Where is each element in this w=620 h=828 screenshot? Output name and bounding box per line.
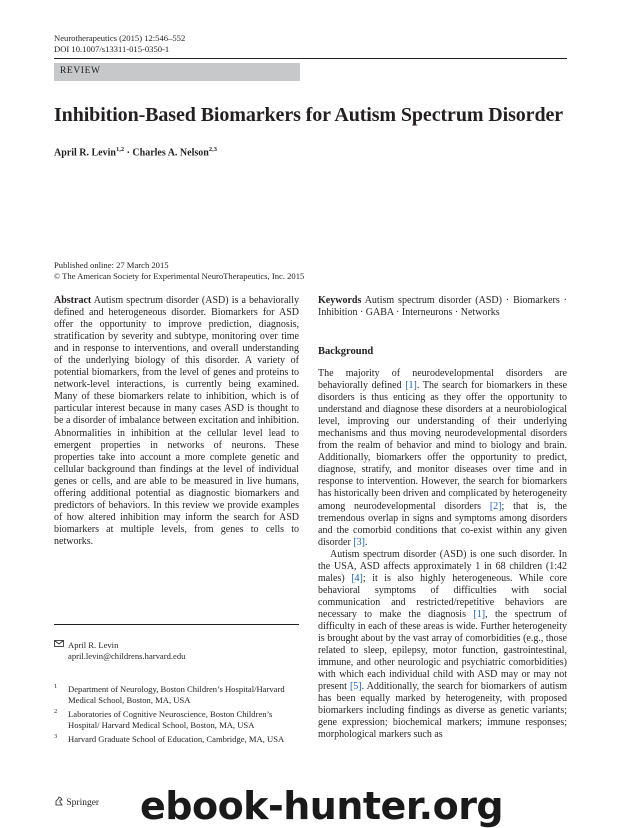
author-name[interactable]: Charles A. Nelson (132, 147, 209, 159)
copyright-text: The American Society for Experimental NeuroTherapeutics, Inc. 2015 (62, 271, 305, 281)
abstract-label: Abstract (54, 295, 92, 306)
header-rule (54, 58, 567, 59)
journal-citation: Neurotherapeutics (2015) 12:546–552 (54, 33, 186, 43)
abstract (54, 295, 299, 548)
citation-link[interactable]: [4] (351, 572, 363, 584)
section-label-bar (54, 63, 300, 81)
affiliation-text: Harvard Graduate School of Education, Cambridge, MA, USA (68, 734, 285, 744)
contact-name: April R. Levin (68, 640, 119, 650)
copyright-line (54, 271, 304, 282)
paragraph-text: . (364, 536, 368, 548)
background-paragraph (318, 368, 567, 549)
watermark: ebook-hunter.org (140, 784, 504, 828)
copyright-icon: © (54, 272, 61, 281)
citation-link[interactable]: [5] (349, 681, 362, 693)
author-separator: · (124, 147, 133, 159)
envelope-icon (54, 640, 64, 647)
author-line (54, 146, 217, 158)
keywords-text: Autism spectrum disorder (ASD) · Biomarkers · Inhibition · GABA · Interneurons · Networks (318, 295, 567, 319)
paragraph-text: Autism spectrum disorder (ASD) is one such disorder. In the USA, ASD affects approximately 1 in 68 children (1:42 males) (318, 548, 567, 584)
publisher-name: Springer (66, 798, 100, 808)
paragraph-text: The majority of neurodevelopmental disorders are behaviorally defined (318, 368, 567, 392)
doi: DOI 10.1007/s13311-015-0350-1 (54, 44, 170, 54)
journal-header (54, 33, 185, 55)
background-body (318, 368, 567, 741)
keywords-label: Keywords (318, 295, 362, 306)
affiliation-number: 3 (54, 733, 58, 740)
article-title: Inhibition-Based Biomarkers for Autism Spectrum Disorder (54, 104, 564, 126)
author-affiliation-marker: 1,2 (115, 146, 125, 153)
affiliation-text: Laboratories of Cognitive Neuroscience, Boston Children’s Hospital/ Harvard Medical School, Boston, MA, USA (68, 709, 273, 730)
citation-link[interactable]: [3] (353, 536, 365, 548)
springer-horse-icon (54, 796, 64, 806)
citation-link[interactable]: [1] (473, 608, 486, 620)
publication-info (54, 260, 304, 282)
keywords (318, 295, 567, 319)
affiliation-text: Department of Neurology, Boston Children’s Hospital/Harvard Medical School, Boston, MA, USA (68, 684, 285, 705)
footnote-separator (54, 624, 299, 625)
citation-link[interactable]: [2] (489, 500, 502, 512)
contact-email[interactable]: april.levin@childrens.harvard.edu (68, 651, 186, 661)
background-paragraph (318, 549, 567, 742)
citation-link[interactable]: [1] (405, 380, 417, 392)
paragraph-text: ; that is, the tremendous overlap in signs and symptoms among disorders and the comorbid conditions that co-exist within any given disorder (318, 500, 567, 548)
publisher-logo (54, 796, 99, 808)
background-heading: Background (318, 346, 374, 357)
author-affiliation-marker: 2,3 (208, 146, 217, 153)
paragraph-text: . Additionally, the search for biomarkers of autism has been equally marked by heterogeneity, with proposed biomarkers including findings as diverse as genetic variants; gene expression; biochemical markers; immune responses; morphological markers such as (318, 681, 567, 741)
published-date: Published online: 27 March 2015 (54, 260, 169, 270)
section-label: REVIEW (60, 66, 101, 76)
affiliation-number: 2 (54, 708, 58, 715)
affiliation-number: 1 (54, 683, 58, 690)
paragraph-text: ; it is also highly heterogeneous. While core behavioral symptoms of difficulties with social communication and restricted/repetitive behaviors are necessary to make the diagnosis (318, 572, 568, 620)
paragraph-text: . The search for biomarkers in these disorders is thus enticing as they offer the opportunity to understand and diagnose these disorders at a neurobiological level, improving our understanding of their underlying mechanisms and thus moving neurodevelopmental disorders from the realm of behavior and mind to biology and brain. Additionally, biomarkers offer the opportunity to predict, diagnose, stratify, and monitor diseases over time and in response to intervention. However, the search for biomarkers has historically been driven and complicated by heterogeneity among neurodevelopmental disorders (318, 380, 568, 512)
author-name[interactable]: April R. Levin (54, 147, 116, 159)
paragraph-text: , the spectrum of difficulty in each of these areas is wide. Further heterogeneity is brought about by the vast array of comorbidities (e.g., those related to sleep, epilepsy, motor function, gastrointestinal, immune, and other neurologic and psychiatric comorbidities) with which each individual child with ASD may or may not present (318, 608, 568, 693)
abstract-text: Autism spectrum disorder (ASD) is a behaviorally defined and heterogeneous disorder. Biomarkers for ASD offer the opportunity to improve prediction, diagnosis, stratification by severity and subtype, monitoring over time and in response to interventions, and overall understanding of the underlying biology of this disorder. A variety of potential biomarkers, from the level of genes and proteins to network-level interactions, is currently being examined. Many of these biomarkers relate to inhibition, which is of particular interest because in many cases ASD is thought to be a disorder of imbalance between excitation and inhibition. Abnormalities in inhibition at the cellular level lead to emergent properties in networks of neurons. These properties take into account a more complete genetic and cellular background than findings at the level of individual genes or cells, and are able to be measured in live humans, offering additional potential as diagnostic biomarkers and predictors of behaviors. In this review we provide examples of how altered inhibition may inform the search for ASD biomarkers at multiple levels, from genes to cells to networks. (54, 295, 299, 547)
